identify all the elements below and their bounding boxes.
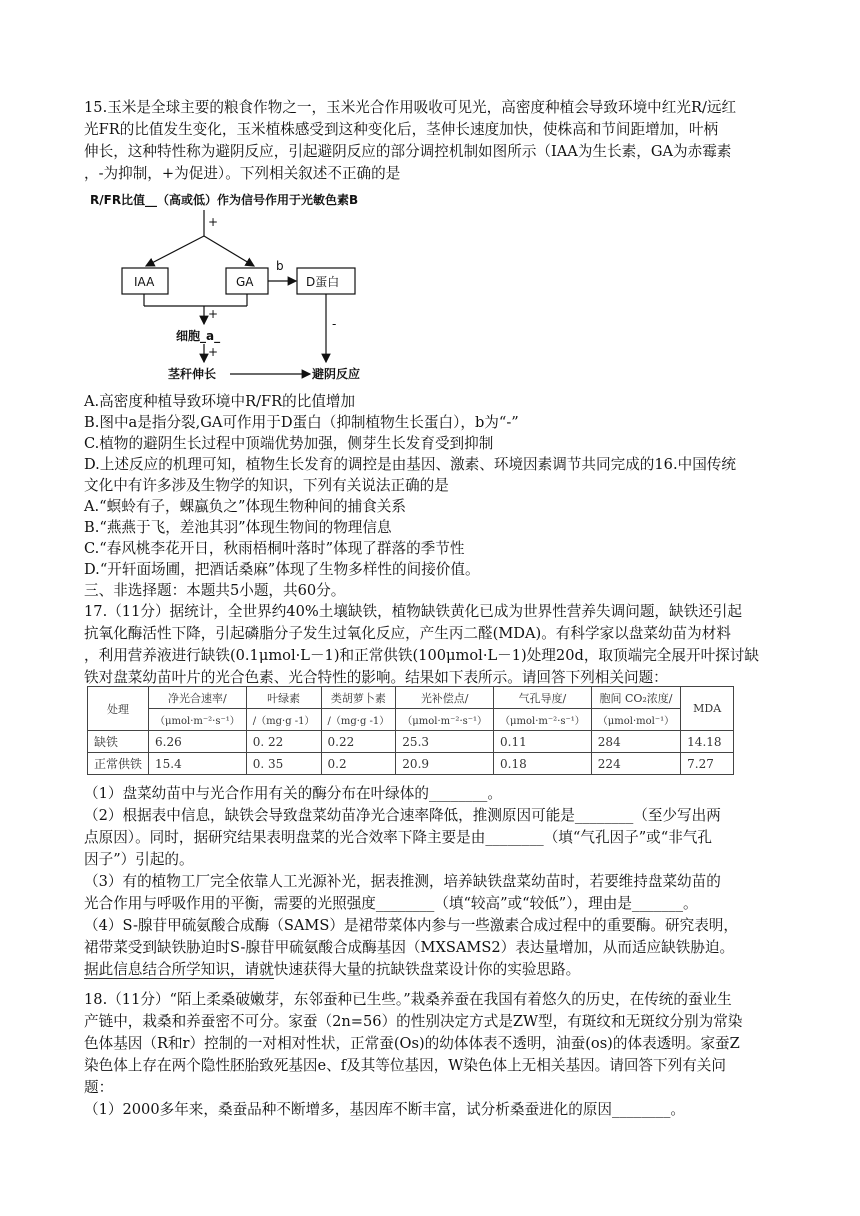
q15-line: ，-为抑制，+为促进）。下列相关叙述不正确的是 (84, 165, 401, 182)
header-cell: MDA (681, 687, 734, 731)
header-cell: 净光合速率/ (149, 687, 247, 709)
stem-elongation-label: 茎秆伸长 (168, 367, 217, 381)
q17-question-line: 光合作用与呼吸作用的平衡，需要的光照强度________（填“较高”或“较低”），理由是_______。 (84, 895, 698, 912)
q15-option-b: B.图中a是指分裂,GA可作用于D蛋白（抑制植物生长蛋白），b为“-” (84, 414, 519, 431)
table-cell: 0. 35 (246, 753, 321, 775)
table-cell: 284 (591, 731, 680, 753)
q17-intro-line: 铁对盘菜幼苗叶片的光合色素、光合特性的影响。结果如下表所示。请回答下列相关问题： (84, 669, 668, 686)
q18-line: 色体基因（R和r）控制的一对相对性状，正常蚕(Os)的幼体体表不透明，油蚕(os)的体表透明。家蚕Z (84, 1035, 740, 1052)
table-cell: 0.2 (321, 753, 396, 775)
q17-question-line: （3）有的植物工厂完全依靠人工光源补光，据表推测，培养缺铁盘菜幼苗时，若要维持盘菜幼苗的 (84, 873, 721, 890)
plus-top-label: + (208, 215, 219, 229)
table-cell: 25.3 (396, 731, 494, 753)
table-cell: 6.26 (149, 731, 247, 753)
table-header-row (88, 687, 734, 709)
q18-line: 题： (84, 1079, 114, 1096)
q17-question-line: 裙带菜受到缺铁胁迫时S-腺苷甲硫氨酸合成酶基因（MXSAMS2）表达量增加，从而适应缺铁胁迫。 (84, 939, 735, 956)
table-cell: 0.11 (494, 731, 592, 753)
q17-question-line: 因子”）引起的。 (84, 851, 194, 868)
q18-line: （1）2000多年来，桑蚕品种不断增多，基因库不断丰富，试分析桑蚕进化的原因________。 (84, 1101, 685, 1118)
unit-cell: /（mg·g -1） (321, 709, 396, 731)
table-cell: 14.18 (681, 731, 734, 753)
q17-question-line: 据此信息结合所学知识，请就快速获得大量的抗缺铁盘菜设计你的实验思路。 (84, 961, 581, 978)
q17-question-line: （1）盘菜幼苗中与光合作用有关的酶分布在叶绿体的________。 (84, 785, 502, 802)
q17-question-line: （2）根据表中信息，缺铁会导致盘菜幼苗净光合速率降低，推测原因可能是________（至少写出两 (84, 807, 721, 824)
q16-option-a: A.“螟蛉有子，蜾蠃负之”体现生物种间的捕食关系 (84, 498, 406, 515)
q16-stem: 文化中有许多涉及生物学的知识，下列有关说法正确的是 (84, 477, 449, 494)
table-cell: 0.18 (494, 753, 592, 775)
arrow-to-ga (204, 236, 254, 266)
q15-option-c: C.植物的避阴生长过程中顶端优势加强，侧芽生长发育受到抑制 (84, 435, 494, 452)
table-cell: 0. 22 (246, 731, 321, 753)
unit-cell: /（mg·g -1） (246, 709, 321, 731)
table-cell: 缺铁 (88, 731, 149, 753)
iaa-label: IAA (134, 275, 155, 289)
cell-a-label: 细胞_a_ (176, 329, 221, 343)
shade-response-label: 避阴反应 (312, 367, 361, 381)
b-label: b (276, 259, 284, 273)
table-cell: 7.27 (681, 753, 734, 775)
q15-line: 光FR的比值发生变化，玉米植株感受到这种变化后，茎伸长速度加快，使株高和节间距增加，叶柄 (84, 121, 719, 138)
plus-cell-label: + (208, 345, 219, 359)
q15-option-a: A.高密度种植导致环境中R/FR的比值增加 (84, 393, 356, 410)
q18-line: 染色体上存在两个隐性胚胎致死基因e、f及其等位基因，W染色体上无相关基因。请回答下列有关问 (84, 1057, 726, 1074)
q17-intro-line: ，利用营养液进行缺铁(0.1μmol·L－1)和正常供铁(100μmol·L－1)处理20d，取顶端完全展开叶探讨缺 (84, 647, 759, 664)
table-cell: 20.9 (396, 753, 494, 775)
table-cell: 正常供铁 (88, 753, 149, 775)
header-cell: 光补偿点/ (396, 687, 494, 709)
header-cell: 胞间 CO₂浓度/ (591, 687, 680, 709)
q17-intro-line: 抗氧化酶活性下降，引起磷脂分子发生过氧化反应，产生丙二醛(MDA)。有科学家以盘菜幼苗为材料 (84, 625, 731, 642)
d-protein-label: D蛋白 (306, 275, 340, 289)
q16-option-d: D.“开轩面场圃，把酒话桑麻”体现了生物多样性的间接价值。 (84, 561, 480, 578)
q15-line: 伸长，这种特性称为避阴反应，引起避阴反应的部分调控机制如图所示（IAA为生长素，GA为赤霉素 (84, 143, 732, 160)
header-cell: 处理 (88, 687, 149, 731)
table-row (88, 731, 734, 753)
table-cell: 0.22 (321, 731, 396, 753)
q17-intro-line: 17.（11分）据统计，全世界约40%土壤缺铁，植物缺铁黄化已成为世界性营养失调问题，缺铁还引起 (84, 603, 742, 620)
table-cell: 15.4 (149, 753, 247, 775)
q18-line: 18.（11分）“陌上柔桑破嫩芽，东邻蚕种已生些。”栽桑养蚕在我国有着悠久的历史，在传统的蚕业生 (84, 991, 732, 1008)
diagram-top-label: R/FR比值__（高或低）作为信号作用于光敏色素B (90, 193, 359, 207)
q15-option-d: D.上述反应的机理可知，植物生长发育的调控是由基因、激素、环境因素调节共同完成的16.中国传统 (84, 456, 736, 473)
q16-option-c: C.“春风桃李花开日，秋雨梧桐叶落时”体现了群落的季节性 (84, 540, 465, 557)
unit-cell: （μmol·m⁻²·s⁻¹） (149, 709, 247, 731)
unit-cell: （μmol·m⁻²·s⁻¹） (396, 709, 494, 731)
header-cell: 气孔导度/ (494, 687, 592, 709)
section-heading: 三、非选择题：本题共5小题，共60分。 (84, 582, 346, 599)
unit-cell: （μmol·m⁻²·s⁻¹） (494, 709, 592, 731)
table-row (88, 753, 734, 775)
header-cell: 类胡萝卜素 (321, 687, 396, 709)
q17-question-line: （4）S-腺苷甲硫氨酸合成酶（SAMS）是裙带菜体内参与一些激素合成过程中的重要酶。研究表明， (84, 917, 738, 934)
arrow-to-iaa (146, 236, 204, 266)
plus-left-label: + (208, 307, 219, 321)
q15-line: 15.玉米是全球主要的粮食作物之一，玉米光合作用吸收可见光，高密度种植会导致环境中红光R/远红 (84, 99, 737, 116)
table-unit-row (88, 709, 734, 731)
q16-option-b: B.“燕燕于飞，差池其羽”体现生物间的物理信息 (84, 519, 392, 536)
unit-cell: （μmol·mol⁻¹） (591, 709, 680, 731)
minus-d-label: - (332, 317, 337, 331)
q17-question-line: 点原因）。同时，据研究结果表明盘菜的光合效率下降主要是由________（填“气孔因子”或“非气孔 (84, 829, 713, 846)
table-cell: 224 (591, 753, 680, 775)
header-cell: 叶绿素 (246, 687, 321, 709)
answer-blank-line (84, 978, 274, 979)
ga-label: GA (236, 275, 254, 289)
q18-line: 产链中，栽桑和养蚕密不可分。家蚕（2n=56）的性别决定方式是ZW型，有斑纹和无斑纹分别为常染 (84, 1013, 743, 1030)
shade-avoidance-diagram (84, 188, 404, 388)
iron-deficiency-table (87, 686, 734, 775)
